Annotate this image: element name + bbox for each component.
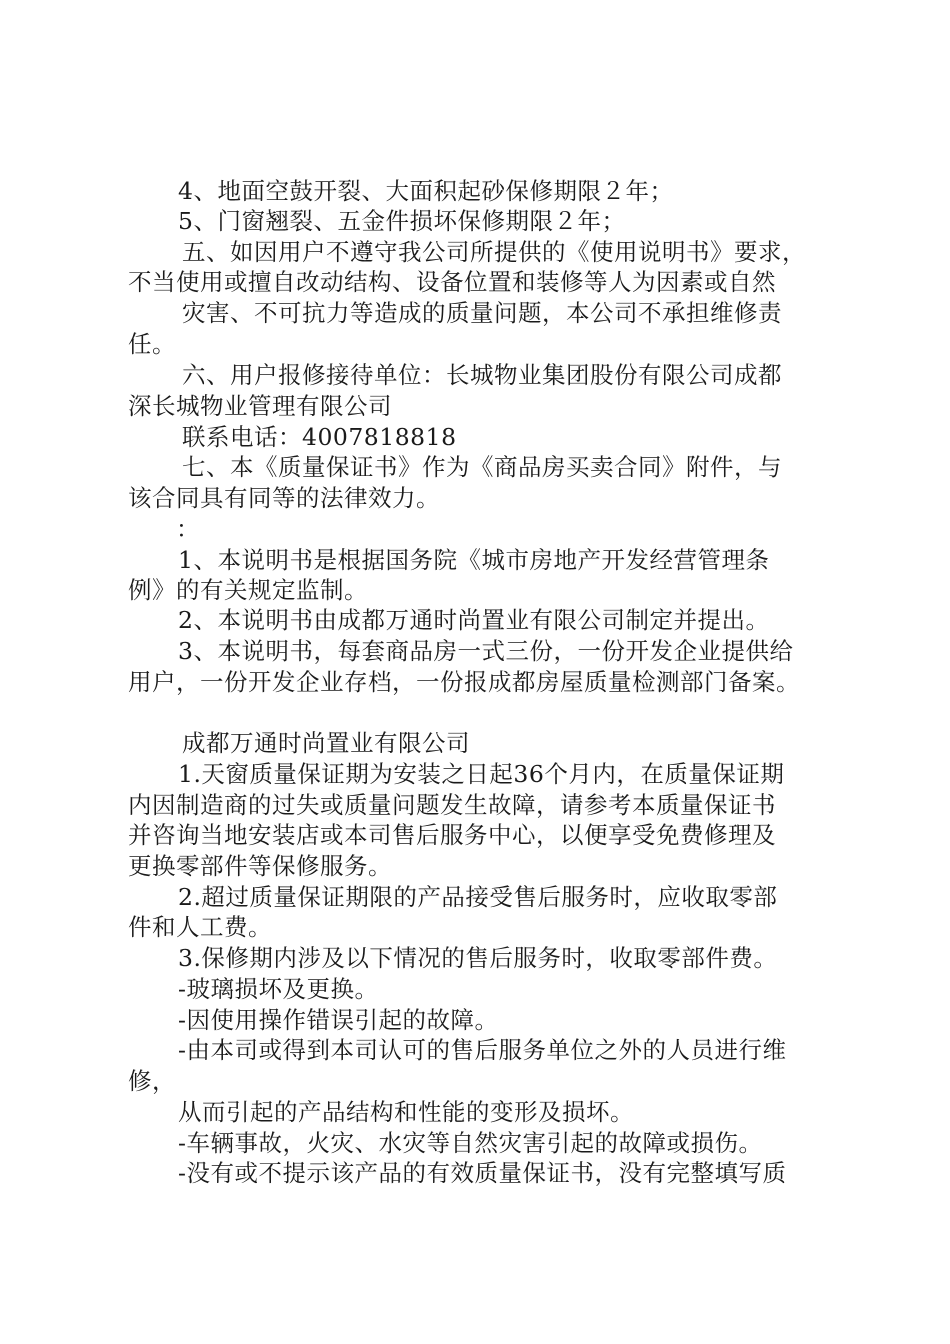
- text-line: 用户，一份开发企业存档，一份报成都房屋质量检测部门备案。: [128, 668, 800, 696]
- text-line: 1.天窗质量保证期为安装之日起36个月内，在质量保证期: [178, 760, 785, 788]
- text-line: -因使用操作错误引起的故障。: [178, 1006, 499, 1034]
- text-line: 联系电话：4007818818: [182, 423, 457, 451]
- text-line: -由本司或得到本司认可的售后服务单位之外的人员进行维: [178, 1036, 787, 1064]
- text-line: 修，: [128, 1067, 176, 1095]
- text-line: 3.保修期内涉及以下情况的售后服务时，收取零部件费。: [178, 944, 778, 972]
- text-line: 更换零部件等保修服务。: [128, 852, 392, 880]
- text-line: 灾害、不可抗力等造成的质量问题，本公司不承担维修责: [182, 299, 782, 327]
- text-line: 5、门窗翘裂、五金件损坏保修期限２年；: [178, 207, 626, 235]
- text-line: 件和人工费。: [128, 913, 272, 941]
- text-line: 不当使用或擅自改动结构、设备位置和装修等人为因素或自然: [128, 268, 776, 296]
- text-line: 例》的有关规定监制。: [128, 576, 368, 604]
- text-line: -车辆事故，火灾、水灾等自然灾害引起的故障或损伤。: [178, 1129, 763, 1157]
- text-line: 六、用户报修接待单位：长城物业集团股份有限公司成都: [182, 361, 782, 389]
- text-line: 深长城物业管理有限公司: [128, 392, 392, 420]
- text-line: 3、本说明书，每套商品房一式三份，一份开发企业提供给: [178, 637, 794, 665]
- text-line: 2、本说明书由成都万通时尚置业有限公司制定并提出。: [178, 606, 770, 634]
- text-line: 该合同具有同等的法律效力。: [128, 484, 440, 512]
- text-line: ：: [176, 515, 200, 543]
- text-line: 1、本说明书是根据国务院《城市房地产开发经营管理条: [178, 546, 770, 574]
- text-line: -没有或不提示该产品的有效质量保证书，没有完整填写质: [178, 1159, 787, 1187]
- text-line: 七、本《质量保证书》作为《商品房买卖合同》附件，与: [182, 453, 782, 481]
- text-line: 内因制造商的过失或质量问题发生故障，请参考本质量保证书: [128, 791, 776, 819]
- text-line: 2.超过质量保证期限的产品接受售后服务时，应收取零部: [178, 883, 778, 911]
- text-line: 五、如因用户不遵守我公司所提供的《使用说明书》要求，: [182, 238, 806, 266]
- text-line: 并咨询当地安装店或本司售后服务中心，以便享受免费修理及: [128, 821, 776, 849]
- text-line: 任。: [128, 330, 176, 358]
- text-line: -玻璃损坏及更换。: [178, 975, 379, 1003]
- text-line: 从而引起的产品结构和性能的变形及损坏。: [178, 1098, 634, 1126]
- text-line: 4、地面空鼓开裂、大面积起砂保修期限２年；: [178, 177, 674, 205]
- text-line: 成都万通时尚置业有限公司: [182, 729, 470, 757]
